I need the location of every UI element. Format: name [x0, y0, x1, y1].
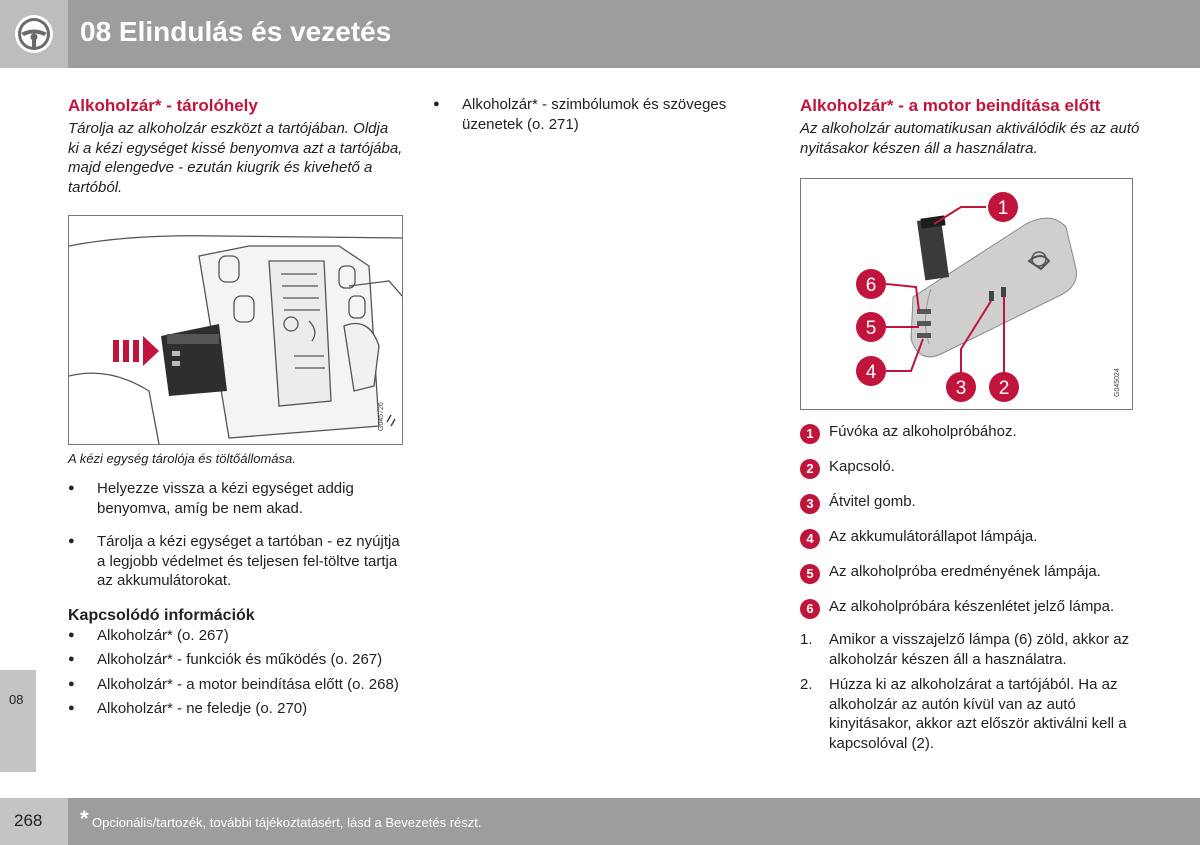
alcolock-figure	[800, 178, 1133, 410]
page-number: 268	[14, 811, 43, 830]
right-column	[800, 95, 1140, 759]
footnote-text: Opcionális/tartozék, további tájékoztatásért, lásd a Bevezetés részt.	[92, 815, 482, 830]
callout-2: 2	[998, 378, 1010, 399]
related-info-heading: Kapcsolódó információk	[68, 606, 255, 624]
step-text: Amikor a visszajelző lámpa (6) zöld, akkor az alkoholzár készen áll a használatra.	[829, 631, 1130, 668]
step-number: 1.	[800, 631, 813, 648]
left-column	[68, 95, 403, 719]
figure-legend	[800, 422, 1140, 619]
callout-6: 6	[865, 275, 877, 296]
list-item: ● Helyezze vissza a kézi egységet addig benyomva, amíg be nem akad.	[68, 479, 403, 518]
figure-code-right: G045024	[1114, 368, 1121, 397]
legend-item	[800, 492, 1140, 514]
storage-figure-caption: A kézi egység tárolója és töltőállomása.	[68, 451, 296, 466]
legend-number-badge: 4	[800, 529, 820, 549]
callout-3: 3	[955, 378, 967, 399]
footer-bar	[68, 798, 1200, 845]
section-title-start: Alkoholzár* - a motor beindítása előtt	[800, 96, 1101, 115]
figure-code-left: G045726	[378, 402, 385, 431]
page-header	[0, 0, 1200, 68]
legend-number-badge: 5	[800, 564, 820, 584]
legend-text: Az alkoholpróba eredményének lámpája.	[829, 563, 1101, 580]
step-text: Húzza ki az alkoholzárat a tartójából. Ha az alkoholzár az autón kívül van az autó kinyitásakor, akkor azt először aktiválni kell a kapcsolóval (2).	[829, 676, 1127, 752]
legend-item	[800, 562, 1140, 584]
legend-text: Az akkumulátorállapot lámpája.	[829, 528, 1038, 545]
related-link[interactable]: ● Alkoholzár* - funkciók és működés (o. 267)	[68, 650, 403, 670]
chapter-side-tab	[0, 670, 36, 772]
legend-number-badge: 3	[800, 494, 820, 514]
chapter-title: 08 Elindulás és vezetés	[80, 16, 392, 47]
related-link[interactable]: ● Alkoholzár* - szimbólumok és szöveges üzenetek (o. 271)	[433, 95, 763, 134]
step-item	[800, 630, 1140, 669]
alcolock-device-illustration	[801, 179, 1132, 409]
start-steps	[800, 630, 1140, 753]
callout-4: 4	[865, 362, 877, 383]
legend-number-badge: 1	[800, 424, 820, 444]
middle-column	[433, 95, 763, 134]
legend-text: Kapcsoló.	[829, 458, 895, 475]
legend-number-badge: 2	[800, 459, 820, 479]
console-illustration	[69, 216, 402, 444]
section-title-storage: Alkoholzár* - tárolóhely	[68, 96, 258, 115]
legend-item	[800, 457, 1140, 479]
legend-item	[800, 527, 1140, 549]
step-number: 2.	[800, 676, 813, 693]
legend-item	[800, 422, 1140, 444]
footnote-star: *	[80, 806, 89, 831]
legend-text: Fúvóka az alkoholpróbához.	[829, 423, 1017, 440]
callout-5: 5	[865, 318, 877, 339]
related-links-continued	[433, 95, 763, 134]
related-link[interactable]: ● Alkoholzár* - a motor beindítása előtt (o. 268)	[68, 675, 403, 695]
storage-bullets	[68, 479, 403, 591]
legend-item	[800, 597, 1140, 619]
callout-1: 1	[997, 198, 1009, 219]
page-number-box	[0, 798, 68, 845]
list-item: ● Tárolja a kézi egységet a tartóban - ez nyújtja a legjobb védelmet és teljesen fel-töltve tartja az akkumulátorokat.	[68, 532, 403, 591]
chapter-number: 08	[9, 692, 24, 707]
legend-text: Átvitel gomb.	[829, 493, 916, 510]
start-intro: Az alkoholzár automatikusan aktiválódik és az autó nyitásakor készen áll a használatra.	[800, 120, 1140, 157]
steering-wheel-icon	[0, 0, 68, 68]
legend-number-badge: 6	[800, 599, 820, 619]
related-links	[68, 626, 403, 719]
related-link[interactable]: ● Alkoholzár* (o. 267)	[68, 626, 403, 646]
step-item	[800, 675, 1140, 753]
related-link[interactable]: ● Alkoholzár* - ne feledje (o. 270)	[68, 699, 403, 719]
storage-figure	[68, 215, 403, 445]
storage-intro: Tárolja az alkoholzár eszközt a tartójában. Oldja ki a kézi egységet kissé benyomva azt a tartójába, majd elengedve - ezután kiugrik és kivehető a tartóból.	[68, 120, 403, 196]
legend-text: Az alkoholpróbára készenlétet jelző lámpa.	[829, 598, 1115, 615]
